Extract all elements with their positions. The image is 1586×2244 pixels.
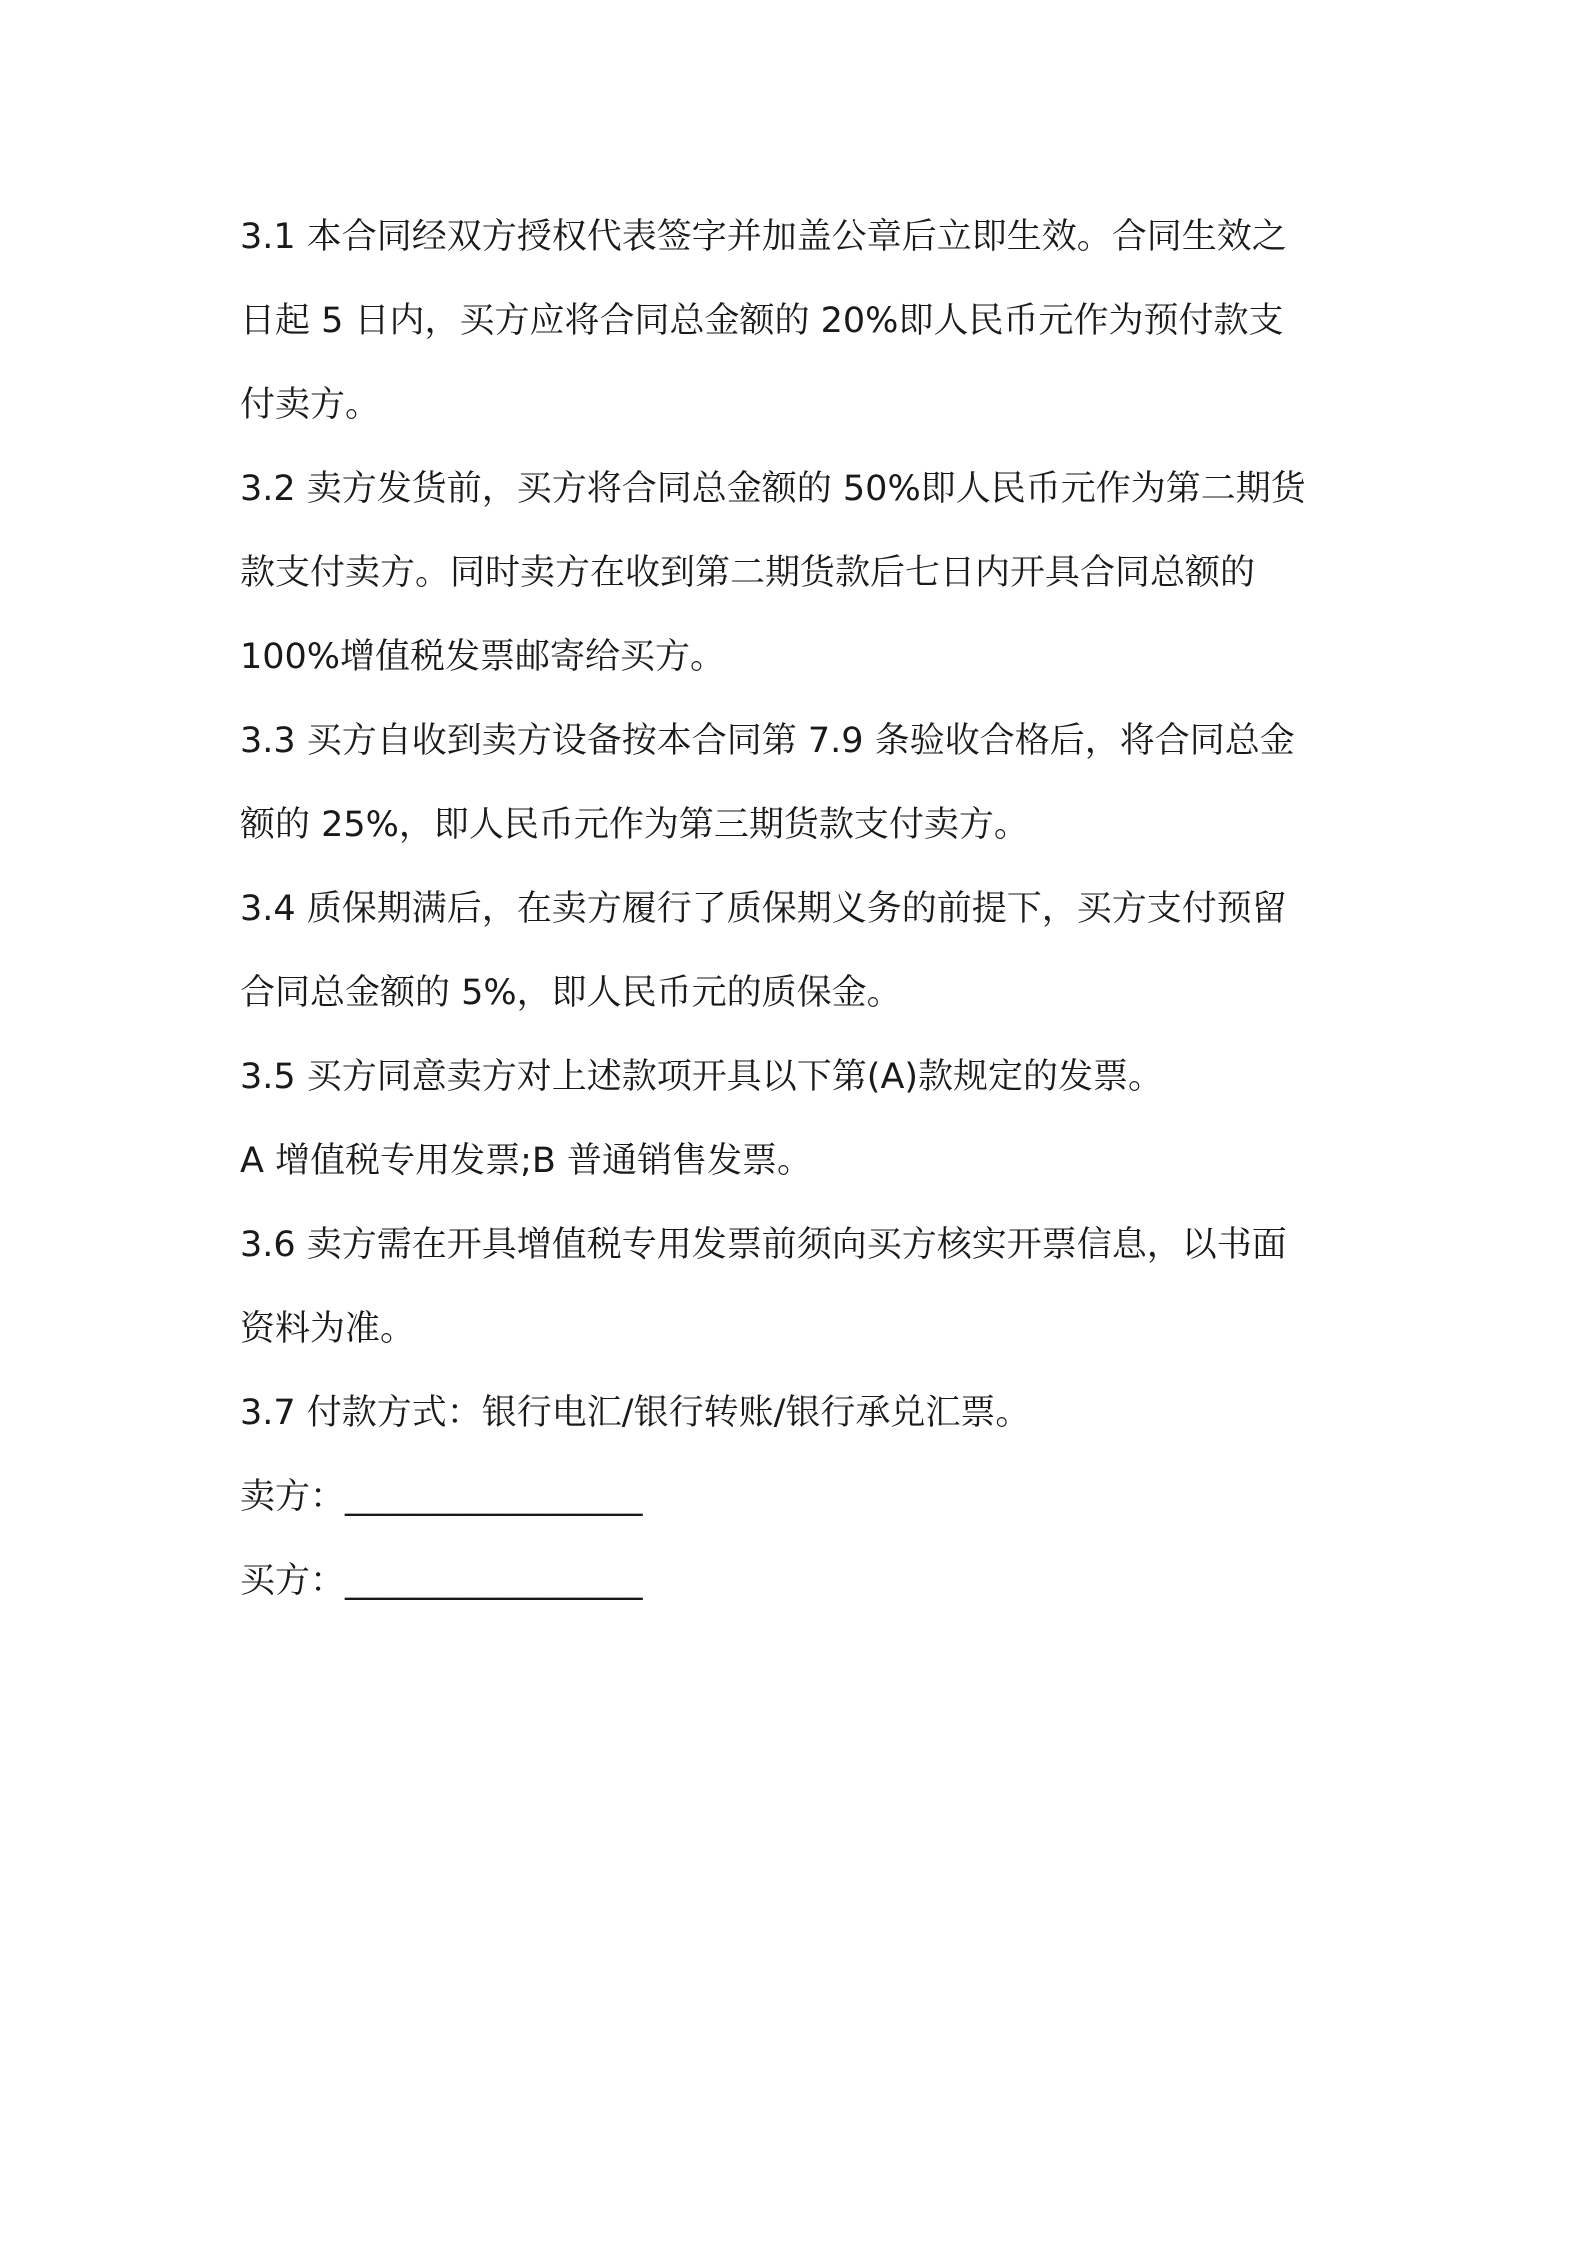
text-line: 资料为准。	[240, 1309, 416, 1349]
clause-3-5	[240, 1035, 1360, 1119]
invoice-options	[240, 1119, 1360, 1203]
signature-row	[240, 1539, 1360, 1623]
text-line: 款支付卖方。同时卖方在收到第二期货款后七日内开具合同总额的	[240, 553, 1256, 593]
text-line: 3.1 本合同经双方授权代表签字并加盖公章后立即生效。合同生效之	[240, 217, 1287, 257]
clause-3-1	[240, 195, 1360, 447]
text-line: A 增值税专用发票;B 普通销售发票。	[240, 1141, 812, 1181]
text-line: 付卖方。	[240, 385, 381, 425]
text-line: 合同总金额的 5%，即人民币元的质保金。	[240, 973, 902, 1013]
seller-label: 卖方：	[240, 1477, 346, 1517]
buyer-label: 买方：	[240, 1561, 346, 1601]
contract-text	[240, 195, 1360, 1623]
text-line: 3.5 买方同意卖方对上述款项开具以下第(A)款规定的发票。	[240, 1057, 1164, 1097]
text-line: 3.4 质保期满后，在卖方履行了质保期义务的前提下，买方支付预留	[240, 889, 1287, 929]
clause-3-7	[240, 1371, 1360, 1455]
signature-row	[240, 1455, 1360, 1539]
text-line: 3.6 卖方需在开具增值税专用发票前须向买方核实开票信息，以书面	[240, 1225, 1287, 1265]
seller-signature-line	[240, 1455, 1360, 1539]
clause-3-2	[240, 447, 1360, 699]
text-line: 日起 5 日内，买方应将合同总金额的 20%即人民币元作为预付款支	[240, 301, 1284, 341]
text-line: 3.7 付款方式：银行电汇/银行转账/银行承兑汇票。	[240, 1393, 1031, 1433]
text-line: 3.3 买方自收到卖方设备按本合同第 7.9 条验收合格后，将合同总金	[240, 721, 1295, 761]
text-line: 100%增值税发票邮寄给买方。	[240, 637, 726, 677]
clause-3-3	[240, 699, 1360, 867]
text-line: 3.2 卖方发货前，买方将合同总金额的 50%即人民币元作为第二期货	[240, 469, 1306, 509]
clause-3-6	[240, 1203, 1360, 1371]
buyer-signature-blank: _________________	[345, 1561, 643, 1601]
buyer-signature-line	[240, 1539, 1360, 1623]
text-line: 额的 25%，即人民币元作为第三期货款支付卖方。	[240, 805, 1029, 845]
clause-3-4	[240, 867, 1360, 1035]
seller-signature-blank: _________________	[345, 1477, 643, 1517]
